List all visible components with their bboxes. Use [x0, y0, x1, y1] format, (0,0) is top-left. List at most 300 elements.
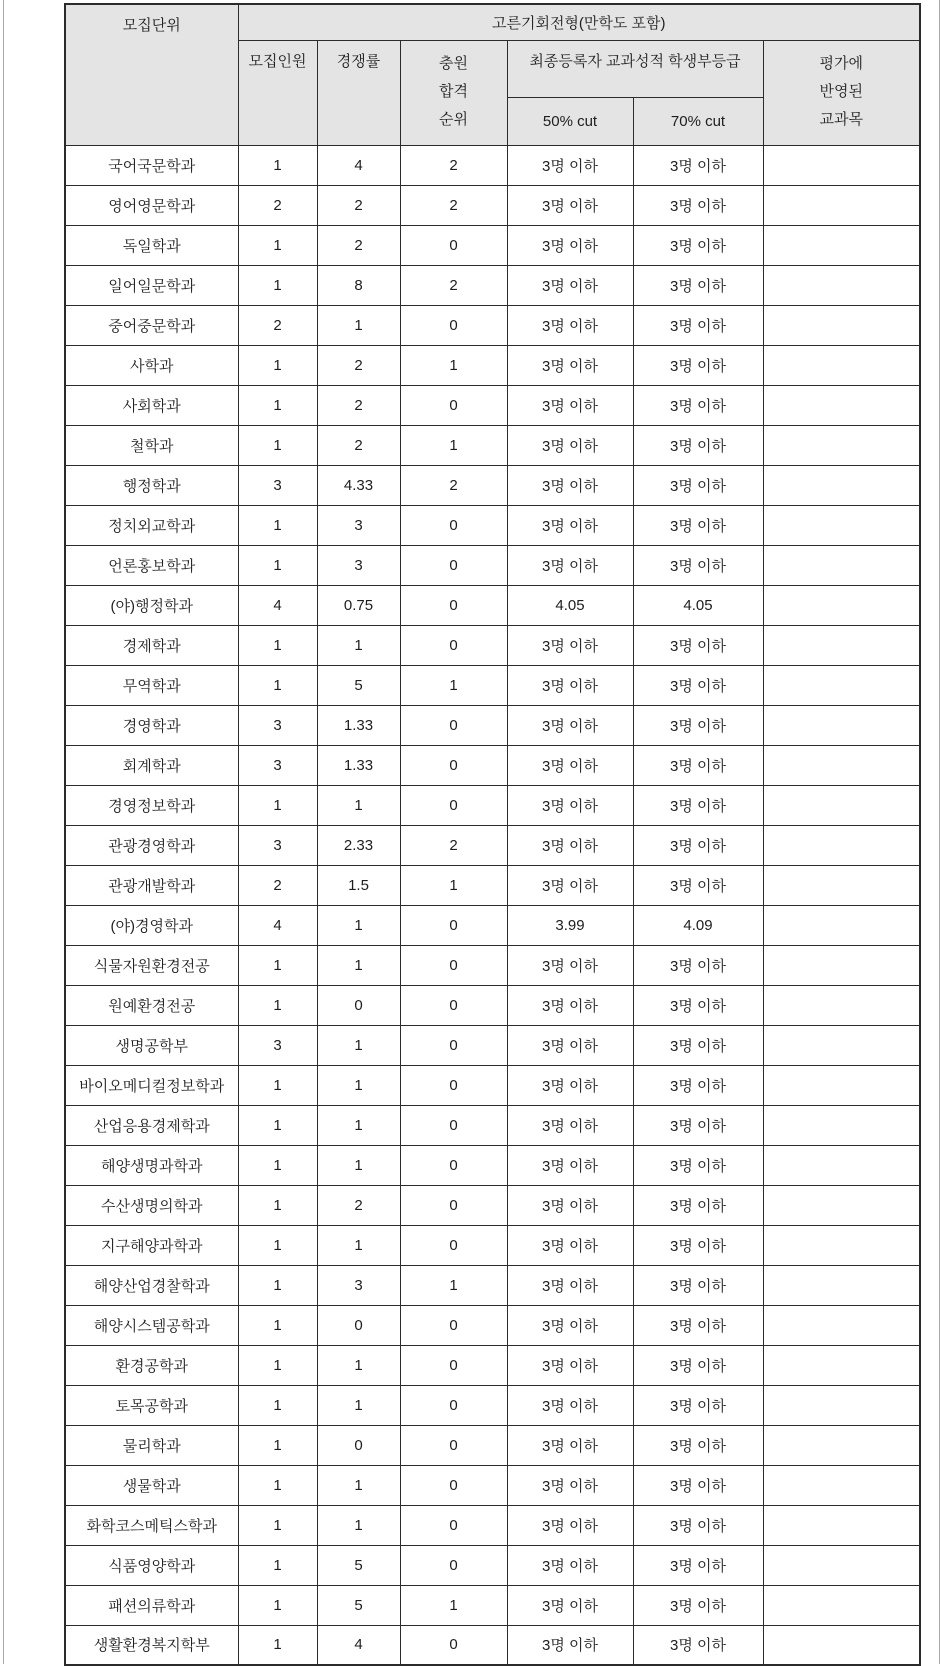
cell-waitlist: 1	[400, 665, 507, 705]
cell-quota: 2	[238, 865, 317, 905]
cell-quota: 1	[238, 545, 317, 585]
cell-waitlist: 0	[400, 905, 507, 945]
cell-cut70: 3명 이하	[633, 1465, 763, 1505]
cell-ratio: 0	[317, 985, 400, 1025]
cell-cut70: 3명 이하	[633, 1625, 763, 1665]
cell-cut70: 3명 이하	[633, 425, 763, 465]
cell-cut70: 3명 이하	[633, 1225, 763, 1265]
cell-cut50: 3명 이하	[507, 1385, 633, 1425]
cell-unit: 사회학과	[65, 385, 238, 425]
cell-waitlist: 0	[400, 1145, 507, 1185]
cell-unit: 영어영문학과	[65, 185, 238, 225]
cell-cut50: 3명 이하	[507, 705, 633, 745]
cell-quota: 1	[238, 345, 317, 385]
cell-quota: 1	[238, 385, 317, 425]
cell-cut50: 3명 이하	[507, 505, 633, 545]
table-row	[65, 785, 920, 825]
header-subjects-line1: 평가에	[819, 54, 863, 72]
cell-cut50: 3명 이하	[507, 1585, 633, 1625]
table-row	[65, 305, 920, 345]
cell-quota: 1	[238, 1185, 317, 1225]
cell-subjects	[763, 145, 920, 185]
cell-cut70: 3명 이하	[633, 145, 763, 185]
cell-cut50: 3명 이하	[507, 1105, 633, 1145]
cell-unit: 환경공학과	[65, 1345, 238, 1385]
cell-cut50: 3명 이하	[507, 1265, 633, 1305]
cell-subjects	[763, 745, 920, 785]
cell-cut50: 3명 이하	[507, 145, 633, 185]
cell-cut50: 3명 이하	[507, 1345, 633, 1385]
cell-waitlist: 0	[400, 705, 507, 745]
table-row	[65, 1025, 920, 1065]
cell-unit: 일어일문학과	[65, 265, 238, 305]
cell-quota: 3	[238, 1025, 317, 1065]
table-row	[65, 465, 920, 505]
cell-cut50: 3명 이하	[507, 985, 633, 1025]
cell-waitlist: 0	[400, 1465, 507, 1505]
table-row	[65, 425, 920, 465]
cell-unit: 물리학과	[65, 1425, 238, 1465]
cell-ratio: 1	[317, 1105, 400, 1145]
cell-cut50: 3명 이하	[507, 1465, 633, 1505]
cell-waitlist: 0	[400, 625, 507, 665]
cell-subjects	[763, 545, 920, 585]
table-header	[65, 4, 920, 145]
cell-waitlist: 0	[400, 1425, 507, 1465]
cell-waitlist: 0	[400, 1625, 507, 1665]
cell-waitlist: 1	[400, 345, 507, 385]
cell-unit: 화학코스메틱스학과	[65, 1505, 238, 1545]
cell-waitlist: 1	[400, 1265, 507, 1305]
cell-unit: 행정학과	[65, 465, 238, 505]
cell-cut50: 3명 이하	[507, 225, 633, 265]
cell-subjects	[763, 225, 920, 265]
cell-cut70: 3명 이하	[633, 345, 763, 385]
cell-quota: 1	[238, 1265, 317, 1305]
table-row	[65, 345, 920, 385]
cell-subjects	[763, 465, 920, 505]
cell-waitlist: 0	[400, 225, 507, 265]
cell-unit: 경제학과	[65, 625, 238, 665]
cell-unit: 무역학과	[65, 665, 238, 705]
cell-unit: 산업응용경제학과	[65, 1105, 238, 1145]
table-row	[65, 145, 920, 185]
cell-ratio: 3	[317, 1265, 400, 1305]
cell-ratio: 2	[317, 425, 400, 465]
cell-unit: 패션의류학과	[65, 1585, 238, 1625]
cell-quota: 1	[238, 1505, 317, 1545]
cell-unit: 수산생명의학과	[65, 1185, 238, 1225]
cell-cut50: 3명 이하	[507, 865, 633, 905]
cell-quota: 3	[238, 705, 317, 745]
cell-cut50: 3명 이하	[507, 1145, 633, 1185]
table-row	[65, 825, 920, 865]
cell-unit: 경영정보학과	[65, 785, 238, 825]
cell-cut70: 3명 이하	[633, 1385, 763, 1425]
cell-unit: 국어국문학과	[65, 145, 238, 185]
cell-ratio: 1	[317, 625, 400, 665]
cell-cut70: 3명 이하	[633, 465, 763, 505]
cell-unit: 해양생명과학과	[65, 1145, 238, 1185]
header-waitlist-line2: 합격	[439, 82, 468, 100]
cell-cut70: 3명 이하	[633, 1505, 763, 1545]
cell-cut50: 3.99	[507, 905, 633, 945]
cell-quota: 1	[238, 1545, 317, 1585]
cell-waitlist: 0	[400, 1385, 507, 1425]
cell-quota: 1	[238, 665, 317, 705]
cell-subjects	[763, 505, 920, 545]
cell-quota: 1	[238, 1065, 317, 1105]
page-right-border	[939, 0, 940, 1664]
cell-unit: 해양산업경찰학과	[65, 1265, 238, 1305]
cell-ratio: 5	[317, 1545, 400, 1585]
cell-cut50: 3명 이하	[507, 545, 633, 585]
cell-cut70: 3명 이하	[633, 945, 763, 985]
cell-waitlist: 0	[400, 1505, 507, 1545]
cell-cut50: 3명 이하	[507, 185, 633, 225]
cell-ratio: 2	[317, 225, 400, 265]
cell-subjects	[763, 1425, 920, 1465]
cell-waitlist: 0	[400, 745, 507, 785]
table-row	[65, 505, 920, 545]
cell-quota: 1	[238, 1385, 317, 1425]
table-row	[65, 625, 920, 665]
cell-quota: 1	[238, 1305, 317, 1345]
cell-waitlist: 1	[400, 1585, 507, 1625]
header-subjects	[763, 40, 920, 145]
table-row	[65, 1585, 920, 1625]
cell-ratio: 1	[317, 785, 400, 825]
cell-cut70: 3명 이하	[633, 505, 763, 545]
cell-quota: 1	[238, 1345, 317, 1385]
cell-ratio: 4.33	[317, 465, 400, 505]
table-row	[65, 705, 920, 745]
cell-quota: 1	[238, 1625, 317, 1665]
cell-unit: 식물자원환경전공	[65, 945, 238, 985]
cell-waitlist: 0	[400, 1105, 507, 1145]
cell-quota: 1	[238, 505, 317, 545]
table-row	[65, 1265, 920, 1305]
cell-waitlist: 0	[400, 1545, 507, 1585]
cell-subjects	[763, 1265, 920, 1305]
cell-subjects	[763, 825, 920, 865]
cell-ratio: 2	[317, 345, 400, 385]
cell-ratio: 1	[317, 1065, 400, 1105]
table-row	[65, 905, 920, 945]
cell-cut70: 4.05	[633, 585, 763, 625]
cell-cut70: 3명 이하	[633, 545, 763, 585]
cell-ratio: 0	[317, 1425, 400, 1465]
cell-subjects	[763, 865, 920, 905]
cell-cut50: 3명 이하	[507, 1025, 633, 1065]
table-row	[65, 865, 920, 905]
cell-ratio: 1.33	[317, 745, 400, 785]
cell-ratio: 2.33	[317, 825, 400, 865]
table-row	[65, 585, 920, 625]
cell-waitlist: 2	[400, 185, 507, 225]
cell-ratio: 5	[317, 1585, 400, 1625]
cell-subjects	[763, 1385, 920, 1425]
cell-subjects	[763, 1585, 920, 1625]
cell-cut70: 3명 이하	[633, 185, 763, 225]
cell-quota: 3	[238, 465, 317, 505]
cell-unit: 관광경영학과	[65, 825, 238, 865]
cell-cut70: 3명 이하	[633, 225, 763, 265]
table-row	[65, 1505, 920, 1545]
cell-unit: 경영학과	[65, 705, 238, 745]
cell-subjects	[763, 945, 920, 985]
cell-cut70: 3명 이하	[633, 705, 763, 745]
cell-unit: 생물학과	[65, 1465, 238, 1505]
header-cut70: 70% cut	[633, 97, 763, 145]
cell-subjects	[763, 185, 920, 225]
cell-cut50: 3명 이하	[507, 1625, 633, 1665]
cell-waitlist: 0	[400, 505, 507, 545]
cell-subjects	[763, 705, 920, 745]
cell-quota: 4	[238, 585, 317, 625]
cell-ratio: 3	[317, 505, 400, 545]
cell-waitlist: 0	[400, 945, 507, 985]
header-quota: 모집인원	[238, 40, 317, 145]
cell-cut70: 3명 이하	[633, 1065, 763, 1105]
cell-ratio: 2	[317, 185, 400, 225]
cell-waitlist: 0	[400, 1225, 507, 1265]
cell-unit: 독일학과	[65, 225, 238, 265]
cell-ratio: 0.75	[317, 585, 400, 625]
cell-quota: 1	[238, 1585, 317, 1625]
cell-cut50: 3명 이하	[507, 1425, 633, 1465]
cell-cut70: 3명 이하	[633, 1105, 763, 1145]
cell-cut50: 3명 이하	[507, 785, 633, 825]
cell-waitlist: 1	[400, 865, 507, 905]
header-grade-group: 최종등록자 교과성적 학생부등급	[507, 40, 763, 97]
cell-unit: 바이오메디컬정보학과	[65, 1065, 238, 1105]
cell-unit: 지구해양과학과	[65, 1225, 238, 1265]
table-row	[65, 1545, 920, 1585]
cell-cut70: 3명 이하	[633, 1145, 763, 1185]
cell-subjects	[763, 1185, 920, 1225]
cell-waitlist: 0	[400, 585, 507, 625]
cell-unit: 생활환경복지학부	[65, 1625, 238, 1665]
cell-unit: 사학과	[65, 345, 238, 385]
cell-unit: 토목공학과	[65, 1385, 238, 1425]
cell-ratio: 1	[317, 1225, 400, 1265]
table-body	[65, 145, 920, 1665]
header-unit: 모집단위	[65, 4, 238, 145]
header-waitlist-line1: 충원	[439, 54, 468, 72]
cell-waitlist: 0	[400, 305, 507, 345]
cell-cut70: 3명 이하	[633, 865, 763, 905]
cell-ratio: 3	[317, 545, 400, 585]
cell-cut70: 3명 이하	[633, 305, 763, 345]
cell-ratio: 5	[317, 665, 400, 705]
cell-ratio: 4	[317, 145, 400, 185]
cell-subjects	[763, 1505, 920, 1545]
cell-quota: 1	[238, 1225, 317, 1265]
cell-unit: (야)행정학과	[65, 585, 238, 625]
cell-cut70: 3명 이하	[633, 265, 763, 305]
cell-cut70: 3명 이하	[633, 385, 763, 425]
table-row	[65, 1625, 920, 1665]
cell-cut70: 3명 이하	[633, 625, 763, 665]
cell-subjects	[763, 1345, 920, 1385]
cell-cut70: 3명 이하	[633, 985, 763, 1025]
table-row	[65, 745, 920, 785]
cell-waitlist: 0	[400, 1345, 507, 1385]
header-cut50: 50% cut	[507, 97, 633, 145]
cell-ratio: 2	[317, 1185, 400, 1225]
cell-waitlist: 0	[400, 985, 507, 1025]
cell-ratio: 1	[317, 1145, 400, 1185]
header-ratio: 경쟁률	[317, 40, 400, 145]
cell-cut70: 3명 이하	[633, 1185, 763, 1225]
cell-ratio: 0	[317, 1305, 400, 1345]
cell-waitlist: 2	[400, 265, 507, 305]
cell-quota: 1	[238, 945, 317, 985]
cell-subjects	[763, 985, 920, 1025]
cell-cut50: 3명 이하	[507, 1225, 633, 1265]
table-row	[65, 1225, 920, 1265]
cell-waitlist: 2	[400, 465, 507, 505]
cell-ratio: 4	[317, 1625, 400, 1665]
cell-waitlist: 1	[400, 425, 507, 465]
table-row	[65, 945, 920, 985]
cell-ratio: 1	[317, 305, 400, 345]
table-row	[65, 1185, 920, 1225]
cell-cut50: 3명 이하	[507, 1305, 633, 1345]
cell-unit: (야)경영학과	[65, 905, 238, 945]
cell-quota: 1	[238, 1145, 317, 1185]
cell-subjects	[763, 665, 920, 705]
cell-unit: 정치외교학과	[65, 505, 238, 545]
cell-unit: 철학과	[65, 425, 238, 465]
cell-unit: 중어중문학과	[65, 305, 238, 345]
header-admission-group: 고른기회전형(만학도 포함)	[238, 4, 920, 40]
cell-cut70: 3명 이하	[633, 785, 763, 825]
cell-ratio: 1	[317, 1505, 400, 1545]
table-row	[65, 1305, 920, 1345]
cell-quota: 1	[238, 1465, 317, 1505]
cell-quota: 1	[238, 225, 317, 265]
cell-quota: 3	[238, 745, 317, 785]
cell-subjects	[763, 625, 920, 665]
cell-ratio: 1	[317, 1465, 400, 1505]
cell-cut50: 3명 이하	[507, 745, 633, 785]
admission-table	[64, 3, 921, 1666]
cell-waitlist: 0	[400, 1025, 507, 1065]
table-row	[65, 545, 920, 585]
cell-quota: 1	[238, 1425, 317, 1465]
cell-ratio: 8	[317, 265, 400, 305]
cell-waitlist: 0	[400, 785, 507, 825]
cell-cut50: 3명 이하	[507, 265, 633, 305]
table-row	[65, 185, 920, 225]
cell-cut70: 3명 이하	[633, 825, 763, 865]
cell-cut50: 3명 이하	[507, 465, 633, 505]
cell-cut50: 3명 이하	[507, 1065, 633, 1105]
cell-ratio: 1	[317, 1385, 400, 1425]
cell-cut50: 3명 이하	[507, 945, 633, 985]
cell-unit: 언론홍보학과	[65, 545, 238, 585]
cell-cut50: 3명 이하	[507, 1185, 633, 1225]
cell-cut50: 3명 이하	[507, 345, 633, 385]
header-waitlist-line3: 순위	[439, 110, 468, 128]
cell-subjects	[763, 425, 920, 465]
cell-waitlist: 0	[400, 545, 507, 585]
cell-quota: 4	[238, 905, 317, 945]
cell-waitlist: 2	[400, 825, 507, 865]
cell-ratio: 2	[317, 385, 400, 425]
cell-subjects	[763, 1025, 920, 1065]
cell-cut70: 4.09	[633, 905, 763, 945]
cell-quota: 1	[238, 1105, 317, 1145]
cell-cut50: 3명 이하	[507, 1545, 633, 1585]
cell-quota: 1	[238, 785, 317, 825]
table-row	[65, 1065, 920, 1105]
cell-cut50: 3명 이하	[507, 1505, 633, 1545]
cell-subjects	[763, 1105, 920, 1145]
cell-unit: 관광개발학과	[65, 865, 238, 905]
header-subjects-line3: 교과목	[819, 110, 863, 128]
cell-ratio: 1	[317, 905, 400, 945]
cell-subjects	[763, 1465, 920, 1505]
cell-cut70: 3명 이하	[633, 1345, 763, 1385]
table-row	[65, 985, 920, 1025]
cell-cut70: 3명 이하	[633, 1025, 763, 1065]
cell-quota: 1	[238, 265, 317, 305]
cell-cut70: 3명 이하	[633, 1425, 763, 1465]
table-row	[65, 1345, 920, 1385]
cell-subjects	[763, 1065, 920, 1105]
cell-subjects	[763, 305, 920, 345]
cell-quota: 1	[238, 145, 317, 185]
cell-cut70: 3명 이하	[633, 1545, 763, 1585]
cell-ratio: 1	[317, 945, 400, 985]
cell-subjects	[763, 345, 920, 385]
cell-subjects	[763, 1545, 920, 1585]
cell-cut70: 3명 이하	[633, 1265, 763, 1305]
cell-unit: 식품영양학과	[65, 1545, 238, 1585]
table-row	[65, 1145, 920, 1185]
cell-subjects	[763, 1625, 920, 1665]
cell-waitlist: 0	[400, 1065, 507, 1105]
cell-quota: 2	[238, 305, 317, 345]
cell-cut50: 3명 이하	[507, 625, 633, 665]
cell-subjects	[763, 1305, 920, 1345]
table-row	[65, 665, 920, 705]
cell-cut70: 3명 이하	[633, 665, 763, 705]
cell-cut50: 4.05	[507, 585, 633, 625]
table-row	[65, 1465, 920, 1505]
table-row	[65, 1105, 920, 1145]
cell-ratio: 1.33	[317, 705, 400, 745]
cell-cut50: 3명 이하	[507, 305, 633, 345]
header-waitlist	[400, 40, 507, 145]
cell-cut70: 3명 이하	[633, 1585, 763, 1625]
cell-cut50: 3명 이하	[507, 665, 633, 705]
table-row	[65, 385, 920, 425]
cell-ratio: 1	[317, 1345, 400, 1385]
cell-cut70: 3명 이하	[633, 1305, 763, 1345]
cell-subjects	[763, 385, 920, 425]
cell-waitlist: 0	[400, 1305, 507, 1345]
cell-cut50: 3명 이하	[507, 385, 633, 425]
table-row	[65, 265, 920, 305]
cell-subjects	[763, 785, 920, 825]
cell-subjects	[763, 905, 920, 945]
cell-waitlist: 0	[400, 385, 507, 425]
cell-subjects	[763, 585, 920, 625]
